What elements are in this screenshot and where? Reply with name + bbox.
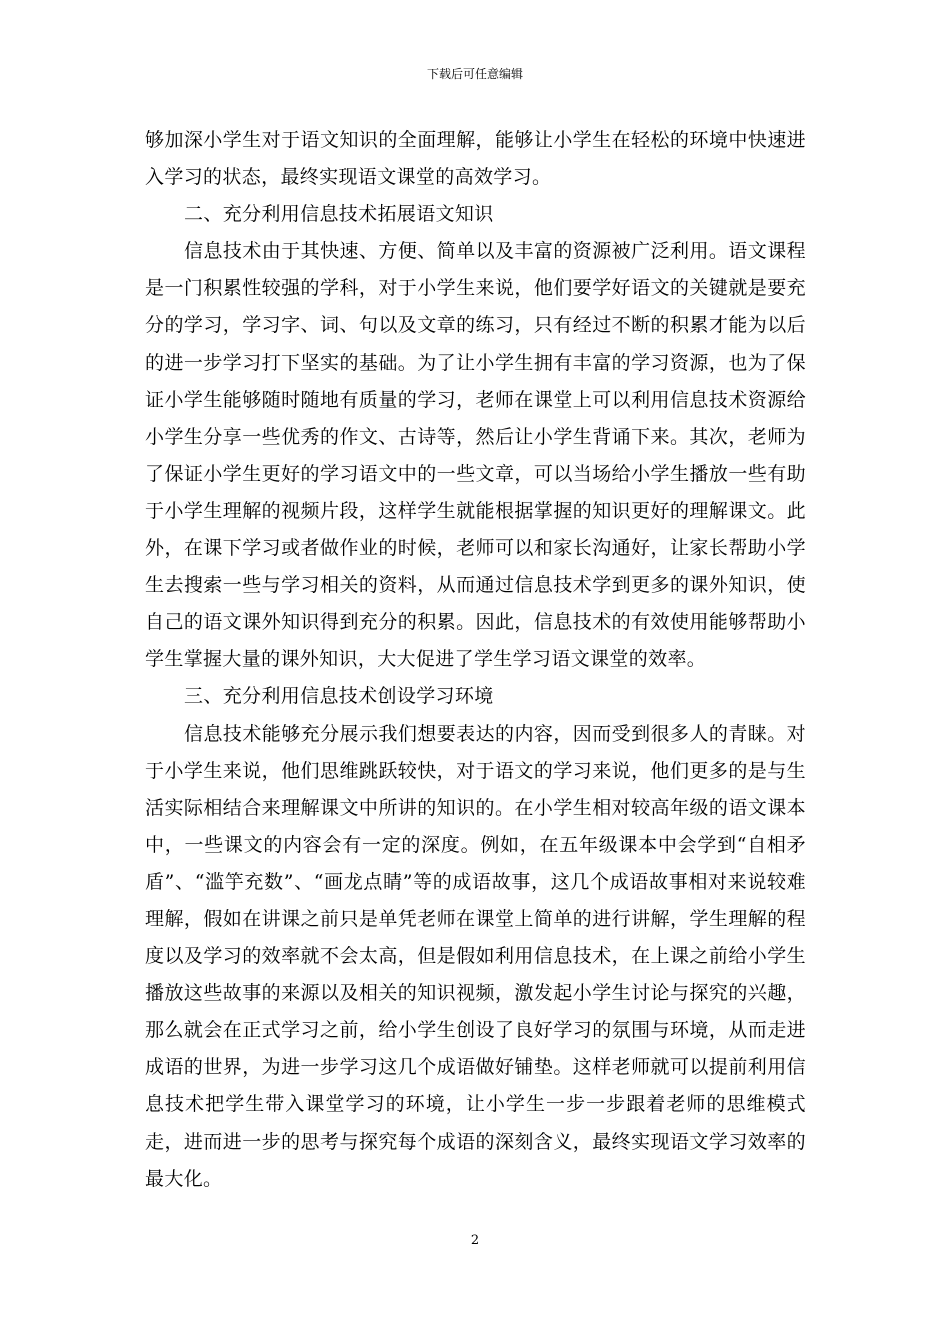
paragraph-continuation: 够加深小学生对于语文知识的全面理解，能够让小学生在轻松的环境中快速进入学习的状态，最终实现语文课堂的高效学习。	[145, 129, 806, 189]
document-body	[145, 122, 806, 1198]
paragraph-section-3: 信息技术能够充分展示我们想要表达的内容，因而受到很多人的青睐。对于小学生来说，他们思维跳跃较快，对于语文的学习来说，他们更多的是与生活实际相结合来理解课文中所讲的知识的。在小学生相对较高年级的语文课本中，一些课文的内容会有一定的深度。例如，在五年级课本中会学到“自相矛盾”、“滥竽充数”、“画龙点睛”等的成语故事，这几个成语故事相对来说较难理解，假如在讲课之前只是单凭老师在课堂上简单的进行讲解，学生理解的程度以及学习的效率就不会太高，但是假如利用信息技术，在上课之前给小学生播放这些故事的来源以及相关的知识视频，激发起小学生讨论与探究的兴趣，那么就会在正式学习之前，给小学生创设了良好学习的氛围与环境，从而走进成语的世界，为进一步学习这几个成语做好铺垫。这样老师就可以提前利用信息技术把学生带入课堂学习的环境，让小学生一步一步跟着老师的思维模式走，进而进一步的思考与探究每个成语的深刻含义，最终实现语文学习效率的最大化。	[145, 722, 806, 1190]
page-number: 2	[470, 1233, 480, 1248]
page-header: 下载后可任意编辑	[426, 67, 523, 81]
section-heading-3: 三、充分利用信息技术创设学习环境	[184, 685, 494, 708]
paragraph-section-2: 信息技术由于其快速、方便、简单以及丰富的资源被广泛利用。语文课程是一门积累性较强的学科，对于小学生来说，他们要学好语文的关键就是要充分的学习，学习字、词、句以及文章的练习，只有经过不断的积累才能为以后的进一步学习打下坚实的基础。为了让小学生拥有丰富的学习资源，也为了保证小学生能够随时随地有质量的学习，老师在课堂上可以利用信息技术资源给小学生分享一些优秀的作文、古诗等，然后让小学生背诵下来。其次，老师为了保证小学生更好的学习语文中的一些文章，可以当场给小学生播放一些有助于小学生理解的视频片段，这样学生就能根据掌握的知识更好的理解课文。此外，在课下学习或者做作业的时候，老师可以和家长沟通好，让家长帮助小学生去搜索一些与学习相关的资料，从而通过信息技术学到更多的课外知识，使自己的语文课外知识得到充分的积累。因此，信息技术的有效使用能够帮助小学生掌握大量的课外知识，大大促进了学生学习语文课堂的效率。	[145, 240, 806, 671]
section-heading-2: 二、充分利用信息技术拓展语文知识	[184, 203, 494, 226]
